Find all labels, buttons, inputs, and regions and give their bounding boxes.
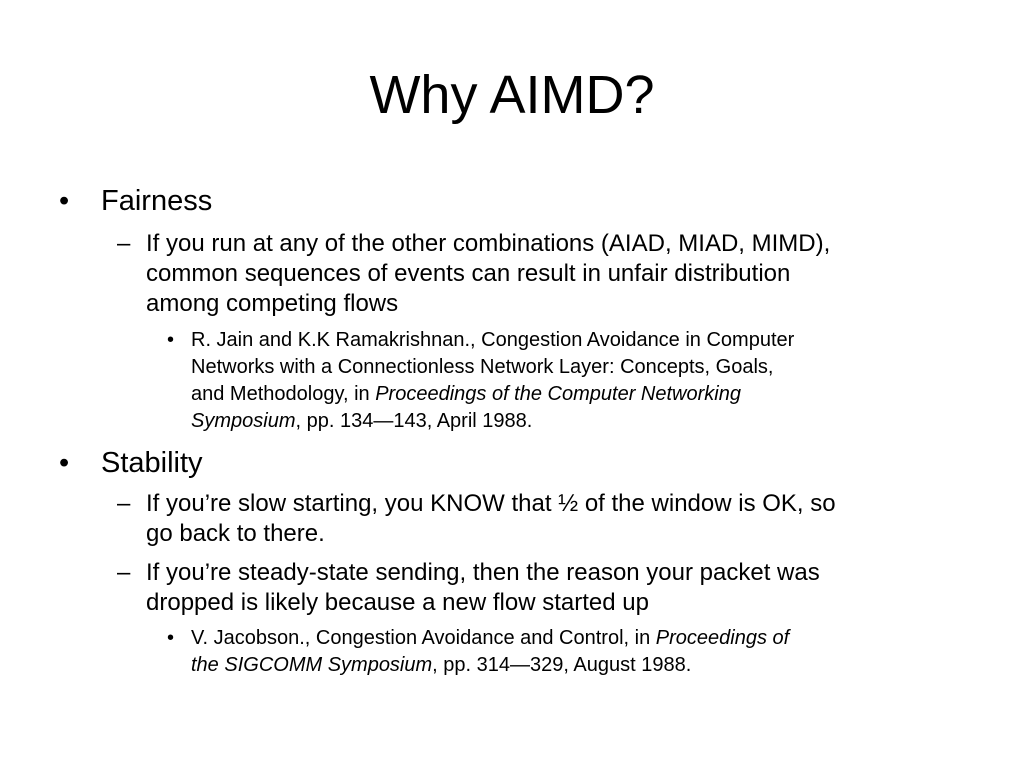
fairness-ref-line-1: R. Jain and K.K Ramakrishnan., Congestion Avoidance in Computer (191, 329, 795, 351)
fairness-ref-line-3-text: and Methodology, in (191, 383, 376, 405)
stability-point-2-line-2: dropped is likely because a new flow started up (146, 589, 649, 616)
fairness-ref-line-4 (191, 408, 991, 435)
bullet-stability: • (59, 447, 70, 479)
dash-fairness-point: – (117, 230, 131, 257)
stability-reference (191, 625, 991, 679)
fairness-ref-line-2: Networks with a Connectionless Network Layer: Concepts, Goals, (191, 356, 774, 378)
dash-stability-point-2: – (117, 559, 131, 586)
fairness-ref-venue-part-2: Symposium (191, 410, 296, 432)
stability-point-2 (146, 558, 986, 618)
stability-ref-venue-part-2: the SIGCOMM Symposium (191, 654, 433, 676)
stability-point-1 (146, 489, 986, 549)
fairness-point (146, 229, 986, 319)
heading-fairness: Fairness (101, 185, 213, 217)
stability-point-2-line-1: If you’re steady-state sending, then the reason your packet was (146, 559, 820, 586)
stability-point-1-line-1: If you’re slow starting, you KNOW that ½ of the window is OK, so (146, 490, 836, 517)
slide-title: Why AIMD? (369, 65, 655, 125)
fairness-ref-venue-part-1: Proceedings of the Computer Networking (375, 383, 741, 405)
dash-stability-point-1: – (117, 490, 131, 517)
dot-fairness-ref: • (167, 329, 175, 351)
fairness-point-line-1: If you run at any of the other combinations (AIAD, MIAD, MIMD), (146, 230, 831, 257)
stability-ref-line-2 (191, 652, 991, 679)
fairness-ref-line-4-text: , pp. 134—143, April 1988. (295, 410, 533, 432)
stability-ref-line-2-text: , pp. 314—329, August 1988. (432, 654, 692, 676)
stability-ref-line-1 (191, 625, 991, 652)
dot-stability-ref: • (167, 627, 175, 649)
stability-point-1-line-2: go back to there. (146, 520, 325, 547)
heading-stability: Stability (101, 447, 203, 479)
stability-ref-venue-part-1: Proceedings of (655, 627, 790, 649)
fairness-point-line-3: among competing flows (146, 290, 399, 317)
fairness-ref-line-3 (191, 381, 991, 408)
fairness-point-line-2: common sequences of events can result in unfair distribution (146, 260, 791, 287)
fairness-reference (191, 327, 991, 435)
bullet-fairness: • (59, 185, 70, 217)
stability-ref-line-1-text: V. Jacobson., Congestion Avoidance and Control, in (191, 627, 656, 649)
